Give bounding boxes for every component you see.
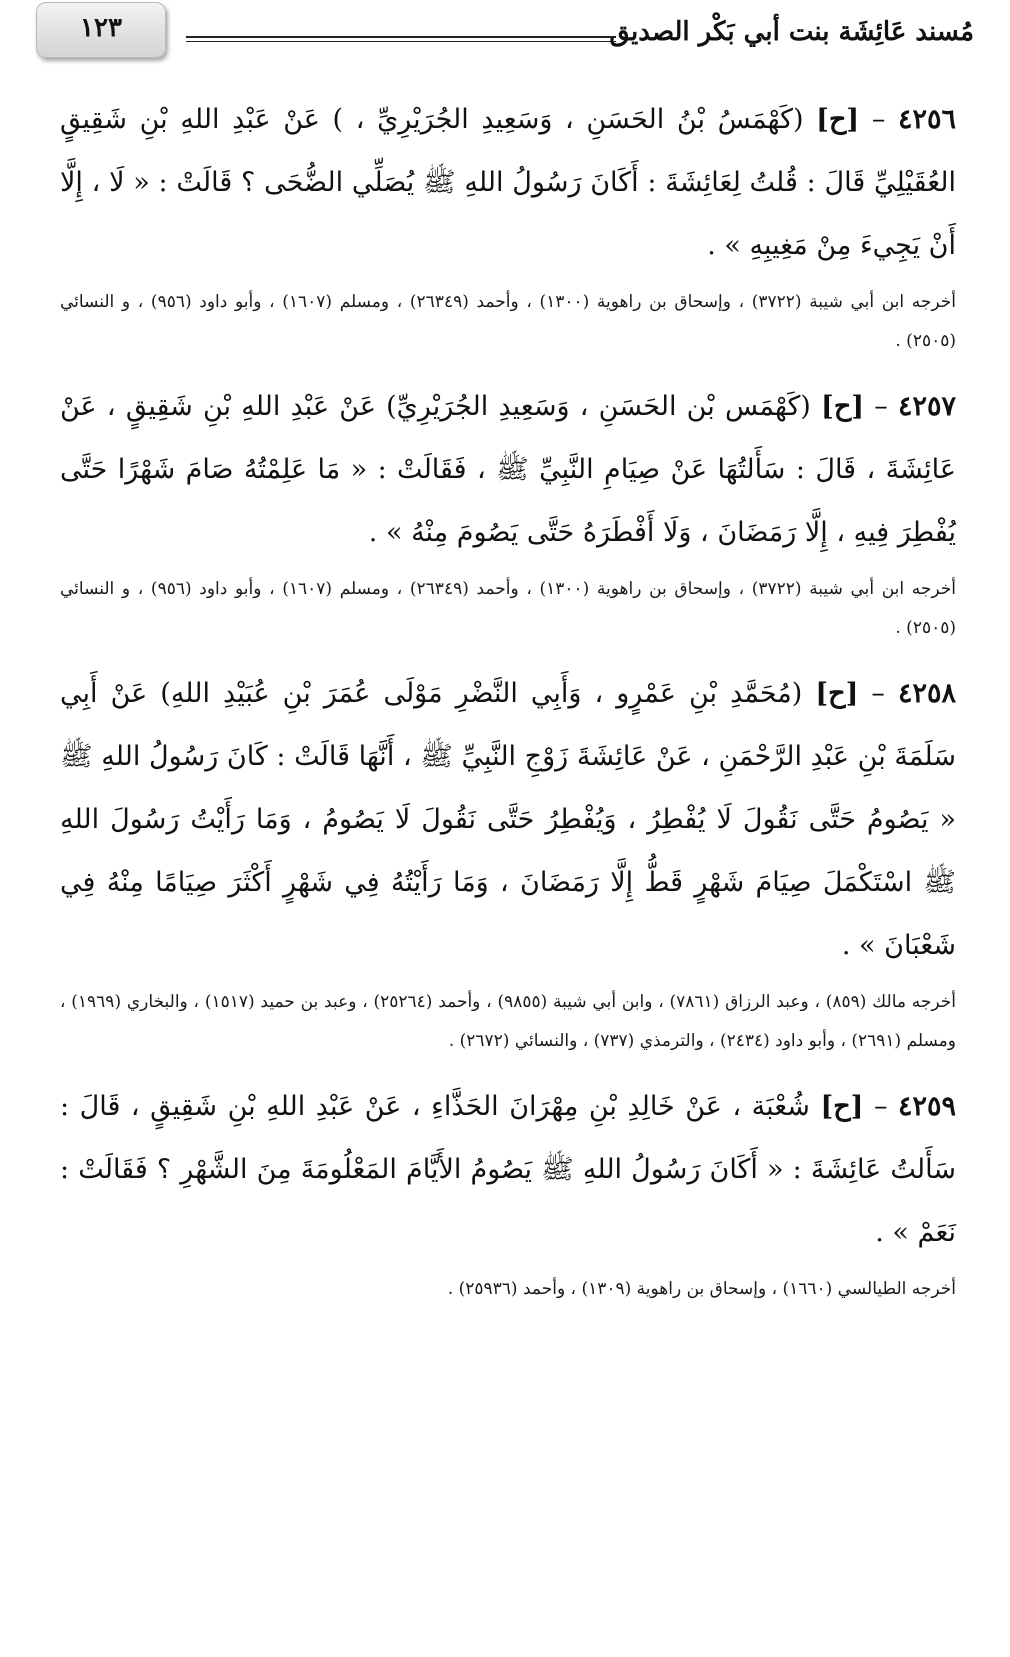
hadith-text-block: ٤٢٥٧ – [ح] (كَهْمَس بْن الحَسَنِ ، وَسَعِيدِ الجُرَيْرِيِّ) عَنْ عَبْدِ اللهِ بْنِ شَقِيقٍ ، عَنْ عَائِشَةَ ، قَالَ : سَأَلتُهَا عَنْ صِيَامِ النَّبِيِّ ﷺ ، فَقَالَتْ : « مَا عَلِمْتُهُ صَامَ شَهْرًا حَتَّى يُفْطِرَ فِيهِ ، إِلَّا رَمَضَانَ ، وَلَا أَفْطَرَهُ حَتَّى يَصُومَ مِنْهُ » . xyxy=(60,391,956,548)
takhrij-note: أخرجه الطيالسي (١٦٦٠) ، وإسحاق بن راهوية (١٣٠٩) ، وأحمد (٢٥٩٣٦) . xyxy=(447,1279,956,1299)
hadith-mark: [ح] xyxy=(821,391,865,422)
page-number-tab xyxy=(36,2,166,58)
page-header xyxy=(36,2,974,64)
hadith-entry xyxy=(60,375,956,648)
takhrij-note: أخرجه ابن أبي شيبة (٣٧٢٢) ، وإسحاق بن راهوية (١٣٠٠) ، وأحمد (٢٦٣٤٩) ، ومسلم (١٦٠٧) ، وأبو داود (٩٥٦) ، و النسائي (٢٥٠٥) . xyxy=(60,579,957,638)
hadith-number: ٤٢٥٨ xyxy=(897,678,956,709)
hadith-entry xyxy=(60,1075,956,1309)
hadith-mark: [ح] xyxy=(820,1091,864,1122)
page-number: ١٢٣ xyxy=(80,13,122,43)
hadith-entry xyxy=(60,88,956,361)
hadith-text: (مُحَمَّدِ بْنِ عَمْرٍو ، وَأَبِي النَّضْرِ مَوْلَى عُمَرَ بْنِ عُبَيْدِ اللهِ) عَنْ أَبِي سَلَمَةَ بْنِ عَبْدِ الرَّحْمَنِ ، عَنْ عَائِشَةَ زَوْجِ النَّبِيِّ ﷺ ، أَنَّهَا قَالَتْ : كَانَ رَسُولُ اللهِ ﷺ « يَصُومُ حَتَّى نَقُولَ لَا يُفْطِرُ ، وَيُفْطِرُ حَتَّى نَقُولَ لَا يَصُومُ ، وَمَا رَأَيْتُ رَسُولَ اللهِ ﷺ اسْتَكْمَلَ صِيَامَ شَهْرٍ قَطُّ إِلَّا رَمَضَانَ ، وَمَا رَأَيْتُهُ فِي شَهْرٍ أَكْثَرَ صِيَامًا مِنْهُ فِي شَعْبَانَ » . xyxy=(60,678,956,961)
page-content xyxy=(60,88,956,1323)
hadith-text: شُعْبَة ، عَنْ خَالِدِ بْنِ مِهْرَانَ الحَذَّاءِ ، عَنْ عَبْدِ اللهِ بْنِ شَقِيقٍ ، قَالَ : سَأَلتُ عَائِشَةَ : « أَكَانَ رَسُولُ اللهِ ﷺ يَصُومُ الأَيَّامَ المَعْلُومَةَ مِنَ الشَّهْرِ ؟ فَقَالَتْ : نَعَمْ » . xyxy=(60,1091,956,1248)
takhrij-note: أخرجه ابن أبي شيبة (٣٧٢٢) ، وإسحاق بن راهوية (١٣٠٠) ، وأحمد (٢٦٣٤٩) ، ومسلم (١٦٠٧) ، وأبو داود (٩٥٦) ، و النسائي (٢٥٠٥) . xyxy=(60,292,957,351)
hadith-number: ٤٢٥٩ xyxy=(897,1091,956,1122)
hadith-mark: [ح] xyxy=(816,104,860,135)
hadith-mark: [ح] xyxy=(815,678,859,709)
hadith-text-block: ٤٢٥٩ – [ح] شُعْبَة ، عَنْ خَالِدِ بْنِ مِهْرَانَ الحَذَّاءِ ، عَنْ عَبْدِ اللهِ بْنِ شَقِيقٍ ، قَالَ : سَأَلتُ عَائِشَةَ : « أَكَانَ رَسُولُ اللهِ ﷺ يَصُومُ الأَيَّامَ المَعْلُومَةَ مِنَ الشَّهْرِ ؟ فَقَالَتْ : نَعَمْ » . xyxy=(60,1091,956,1248)
header-rule xyxy=(186,36,616,42)
running-header-title: مُسند عَائِشَة بنت أبي بَكْر الصديق xyxy=(609,17,974,47)
hadith-number: ٤٢٥٦ xyxy=(897,104,956,135)
hadith-entry xyxy=(60,662,956,1061)
takhrij-note: أخرجه مالك (٨٥٩) ، وعبد الرزاق (٧٨٦١) ، وابن أبي شيبة (٩٨٥٥) ، وأحمد (٢٥٢٦٤) ، وعبد بن حميد (١٥١٧) ، والبخاري (١٩٦٩) ، ومسلم (٢٦٩١) ، وأبو داود (٢٤٣٤) ، والترمذي (٧٣٧) ، والنسائي (٢٦٧٢) . xyxy=(60,992,956,1051)
hadith-number: ٤٢٥٧ xyxy=(897,391,956,422)
hadith-text-block: ٤٢٥٨ – [ح] (مُحَمَّدِ بْنِ عَمْرٍو ، وَأَبِي النَّضْرِ مَوْلَى عُمَرَ بْنِ عُبَيْدِ اللهِ) عَنْ أَبِي سَلَمَةَ بْنِ عَبْدِ الرَّحْمَنِ ، عَنْ عَائِشَةَ زَوْجِ النَّبِيِّ ﷺ ، أَنَّهَا قَالَتْ : كَانَ رَسُولُ اللهِ ﷺ « يَصُومُ حَتَّى نَقُولَ لَا يُفْطِرُ ، وَيُفْطِرُ حَتَّى نَقُولَ لَا يَصُومُ ، وَمَا رَأَيْتُ رَسُولَ اللهِ ﷺ اسْتَكْمَلَ صِيَامَ شَهْرٍ قَطُّ إِلَّا رَمَضَانَ ، وَمَا رَأَيْتُهُ فِي شَهْرٍ أَكْثَرَ صِيَامًا مِنْهُ فِي شَعْبَانَ » . xyxy=(60,678,956,961)
hadith-text: (كَهْمَس بْن الحَسَنِ ، وَسَعِيدِ الجُرَيْرِيِّ) عَنْ عَبْدِ اللهِ بْنِ شَقِيقٍ ، عَنْ عَائِشَةَ ، قَالَ : سَأَلتُهَا عَنْ صِيَامِ النَّبِيِّ ﷺ ، فَقَالَتْ : « مَا عَلِمْتُهُ صَامَ شَهْرًا حَتَّى يُفْطِرَ فِيهِ ، إِلَّا رَمَضَانَ ، وَلَا أَفْطَرَهُ حَتَّى يَصُومَ مِنْهُ » . xyxy=(60,391,956,548)
hadith-text: (كَهْمَسُ بْنُ الحَسَنِ ، وَسَعِيدِ الجُرَيْرِيِّ ، ) عَنْ عَبْدِ اللهِ بْنِ شَقِيقٍ العُقَيْلِيِّ قَالَ : قُلتُ لِعَائِشَةَ : أَكَانَ رَسُولُ اللهِ ﷺ يُصَلِّي الضُّحَى ؟ قَالَتْ : « لَا ، إِلَّا أَنْ يَجِيءَ مِنْ مَغِيبِهِ » . xyxy=(60,104,956,261)
hadith-text-block: ٤٢٥٦ – [ح] (كَهْمَسُ بْنُ الحَسَنِ ، وَسَعِيدِ الجُرَيْرِيِّ ، ) عَنْ عَبْدِ اللهِ بْنِ شَقِيقٍ العُقَيْلِيِّ قَالَ : قُلتُ لِعَائِشَةَ : أَكَانَ رَسُولُ اللهِ ﷺ يُصَلِّي الضُّحَى ؟ قَالَتْ : « لَا ، إِلَّا أَنْ يَجِيءَ مِنْ مَغِيبِهِ » . xyxy=(60,104,956,261)
